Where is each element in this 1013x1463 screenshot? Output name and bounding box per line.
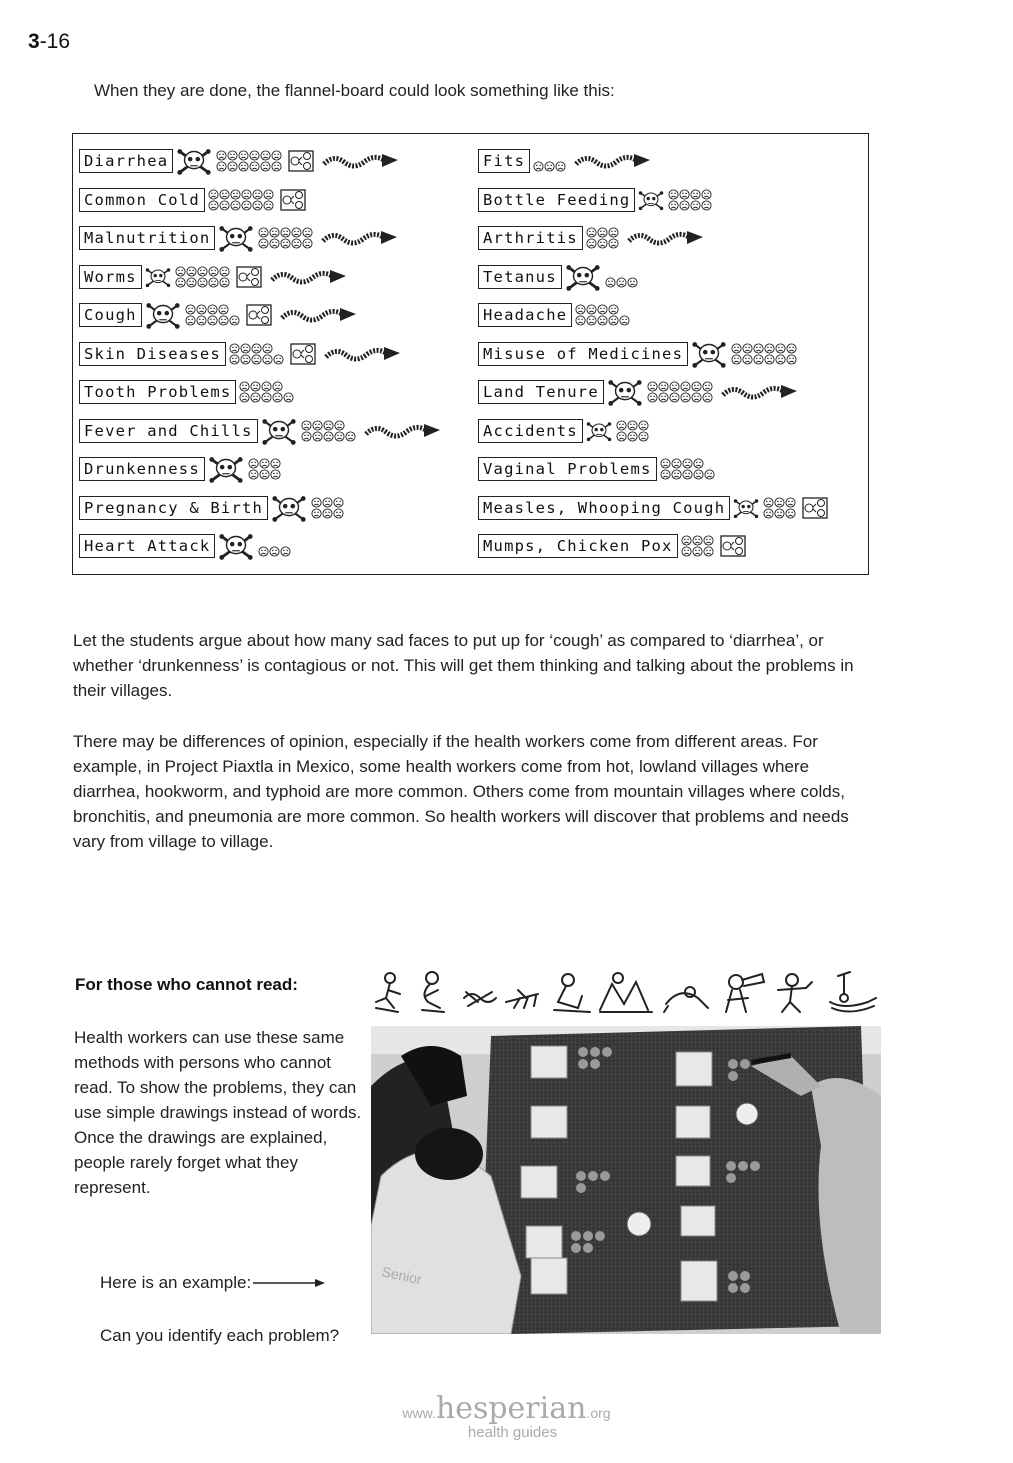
- sad-faces-group: [258, 535, 291, 557]
- hesperian-logo: www.hesperian.org: [402, 1391, 611, 1426]
- sad-face-icon: [702, 392, 713, 403]
- sad-faces-group: [185, 304, 240, 326]
- board-row: [79, 262, 348, 292]
- sad-face-icon: [273, 354, 284, 365]
- sad-face-icon: [742, 354, 753, 365]
- sad-face-icon: [575, 304, 586, 315]
- sad-face-icon: [691, 381, 702, 392]
- sad-face-icon: [616, 420, 627, 431]
- sad-faces-group: [731, 343, 797, 365]
- sad-face-icon: [763, 497, 774, 508]
- sad-face-icon: [218, 315, 229, 326]
- sad-faces-group: [248, 458, 281, 480]
- board-row: [79, 185, 306, 215]
- sad-face-icon: [263, 189, 274, 200]
- sad-faces-group: [175, 266, 230, 288]
- problem-label: Mumps, Chicken Pox: [478, 534, 678, 558]
- sad-face-icon: [270, 458, 281, 469]
- sad-face-icon: [586, 315, 597, 326]
- footer-tagline: health guides: [467, 1424, 558, 1441]
- sad-faces-group: [763, 497, 796, 519]
- problem-label: Diarrhea: [79, 149, 173, 173]
- skull-crossbones-icon: [207, 454, 245, 484]
- problem-label: Cough: [79, 303, 142, 327]
- sad-face-icon: [301, 431, 312, 442]
- sad-face-icon: [229, 343, 240, 354]
- sick-person-pictogram: [376, 973, 400, 1012]
- sad-face-icon: [239, 392, 250, 403]
- sad-face-icon: [753, 354, 764, 365]
- sad-faces-group: [647, 381, 713, 403]
- sad-face-icon: [774, 508, 785, 519]
- sad-face-icon: [608, 304, 619, 315]
- sad-faces-group: [681, 535, 714, 557]
- sad-face-icon: [586, 304, 597, 315]
- sad-face-icon: [690, 189, 701, 200]
- sad-face-icon: [533, 161, 544, 172]
- lying-person-pictogram: [664, 987, 708, 1012]
- sad-face-icon: [227, 161, 238, 172]
- sad-face-icon: [334, 420, 345, 431]
- flannel-board: [72, 133, 869, 575]
- worm-pictogram: [464, 992, 496, 1006]
- sad-face-icon: [786, 354, 797, 365]
- sad-face-icon: [693, 458, 704, 469]
- sad-face-icon: [271, 161, 282, 172]
- sad-face-icon: [280, 238, 291, 249]
- board-row: [478, 185, 712, 215]
- sad-faces-group: [301, 420, 356, 442]
- sad-face-icon: [283, 392, 294, 403]
- board-row: [79, 300, 358, 330]
- fighting-person-pictogram: [778, 974, 812, 1012]
- sad-faces-group: [208, 189, 274, 211]
- sad-face-icon: [701, 189, 712, 200]
- board-row: [478, 377, 799, 407]
- sad-face-icon: [291, 238, 302, 249]
- sad-face-icon: [216, 150, 227, 161]
- hand-medicine-pictogram: [830, 972, 876, 1012]
- sad-face-icon: [703, 546, 714, 557]
- skull-crossbones-icon: [585, 419, 613, 443]
- sad-face-icon: [229, 315, 240, 326]
- problem-label: Vaginal Problems: [478, 457, 657, 481]
- problem-label: Land Tenure: [478, 380, 604, 404]
- sad-face-icon: [240, 354, 251, 365]
- sad-face-icon: [704, 469, 715, 480]
- sad-face-icon: [280, 227, 291, 238]
- sad-face-icon: [239, 381, 250, 392]
- sad-face-icon: [262, 343, 273, 354]
- sad-face-icon: [207, 304, 218, 315]
- sad-face-icon: [616, 277, 627, 288]
- sad-face-icon: [219, 189, 230, 200]
- board-row: [478, 531, 746, 561]
- sad-face-icon: [597, 304, 608, 315]
- sad-face-icon: [608, 238, 619, 249]
- skull-crossbones-icon: [732, 496, 760, 520]
- spreading-arrow-icon: [574, 152, 652, 170]
- example-text: Here is an example:: [100, 1273, 252, 1292]
- sad-face-icon: [323, 420, 334, 431]
- board-row: [79, 339, 402, 369]
- sad-face-icon: [586, 238, 597, 249]
- sad-face-icon: [658, 392, 669, 403]
- board-row: [79, 493, 344, 523]
- sad-face-icon: [271, 150, 282, 161]
- spreading-arrow-icon: [321, 229, 399, 247]
- sad-face-icon: [270, 469, 281, 480]
- sad-face-icon: [775, 343, 786, 354]
- sad-face-icon: [251, 354, 262, 365]
- sad-face-icon: [764, 343, 775, 354]
- sad-face-icon: [680, 381, 691, 392]
- sad-face-icon: [229, 354, 240, 365]
- sad-face-icon: [186, 266, 197, 277]
- sad-face-icon: [269, 227, 280, 238]
- sad-faces-group: [616, 420, 649, 442]
- spreading-arrow-icon: [627, 229, 705, 247]
- sad-faces-group: [668, 189, 712, 211]
- sad-face-icon: [671, 458, 682, 469]
- sad-face-icon: [263, 200, 274, 211]
- problem-label: Malnutrition: [79, 226, 215, 250]
- sad-face-icon: [669, 392, 680, 403]
- sad-face-icon: [269, 238, 280, 249]
- board-row: [79, 223, 399, 253]
- paragraph-argue: Let the students argue about how many sad faces to put up for ‘cough’ as compared to ‘diarrhea’, or whether ‘drunkenness’ is contagious or not. This will get them thinking and talking about the problems in their villages.: [73, 631, 854, 700]
- sad-face-icon: [785, 497, 796, 508]
- sad-faces-group: [533, 150, 566, 172]
- sad-face-icon: [241, 200, 252, 211]
- sad-face-icon: [608, 315, 619, 326]
- sad-face-icon: [323, 431, 334, 442]
- sad-face-icon: [219, 277, 230, 288]
- sad-face-icon: [302, 238, 313, 249]
- skull-crossbones-icon: [270, 493, 308, 523]
- board-row: [478, 454, 715, 484]
- right-arrow-icon: [253, 1278, 325, 1288]
- sad-face-icon: [753, 343, 764, 354]
- skull-crossbones-icon: [564, 262, 602, 292]
- sidebar-heading: For those who cannot read:: [75, 975, 298, 994]
- board-row: [478, 300, 630, 330]
- sad-face-icon: [197, 266, 208, 277]
- contagious-icon: [288, 150, 314, 172]
- sad-face-icon: [660, 469, 671, 480]
- sad-face-icon: [197, 277, 208, 288]
- board-row: [79, 454, 281, 484]
- problem-label: Misuse of Medicines: [478, 342, 688, 366]
- sad-face-icon: [262, 354, 273, 365]
- spreading-arrow-icon: [364, 422, 442, 440]
- sad-face-icon: [250, 392, 261, 403]
- sad-face-icon: [333, 497, 344, 508]
- sad-face-icon: [311, 497, 322, 508]
- mosquito-pictogram: [506, 990, 538, 1008]
- sad-faces-group: [239, 381, 294, 403]
- sad-face-icon: [312, 431, 323, 442]
- problem-label: Skin Diseases: [79, 342, 226, 366]
- sad-face-icon: [258, 238, 269, 249]
- sad-face-icon: [668, 200, 679, 211]
- sad-face-icon: [679, 200, 690, 211]
- sad-face-icon: [647, 392, 658, 403]
- sad-face-icon: [238, 161, 249, 172]
- spreading-arrow-icon: [721, 383, 799, 401]
- skull-crossbones-icon: [175, 146, 213, 176]
- sad-face-icon: [219, 266, 230, 277]
- sad-face-icon: [175, 277, 186, 288]
- sad-face-icon: [248, 458, 259, 469]
- sad-face-icon: [259, 469, 270, 480]
- contagious-icon: [246, 304, 272, 326]
- sad-face-icon: [671, 469, 682, 480]
- sad-face-icon: [216, 161, 227, 172]
- sad-face-icon: [196, 304, 207, 315]
- sad-face-icon: [638, 431, 649, 442]
- sidebar-text: Health workers can use these same methods with persons who cannot read. To show the problems, they can use simple drawings instead of words. Once the drawings are explained, people rarely forget what they represent.: [74, 1028, 362, 1197]
- skull-crossbones-icon: [690, 339, 728, 369]
- sad-face-icon: [586, 227, 597, 238]
- sad-face-icon: [227, 150, 238, 161]
- sad-face-icon: [555, 161, 566, 172]
- sad-face-icon: [259, 458, 270, 469]
- sad-face-icon: [219, 200, 230, 211]
- sad-faces-group: [229, 343, 284, 365]
- sad-face-icon: [690, 200, 701, 211]
- sad-face-icon: [742, 343, 753, 354]
- sad-face-icon: [692, 546, 703, 557]
- sad-face-icon: [208, 200, 219, 211]
- sad-face-icon: [302, 227, 313, 238]
- contagious-icon: [280, 189, 306, 211]
- sad-face-icon: [575, 315, 586, 326]
- sad-face-icon: [208, 277, 219, 288]
- sad-face-icon: [597, 238, 608, 249]
- sad-face-icon: [692, 535, 703, 546]
- sad-face-icon: [774, 497, 785, 508]
- board-row: [478, 493, 828, 523]
- problem-label: Fits: [478, 149, 530, 173]
- reclining-person-pictogram: [600, 973, 652, 1012]
- problem-label: Worms: [79, 265, 142, 289]
- sad-face-icon: [691, 392, 702, 403]
- skull-crossbones-icon: [144, 265, 172, 289]
- sad-face-icon: [261, 392, 272, 403]
- intro-sentence: When they are done, the flannel-board could look something like this:: [94, 81, 615, 100]
- sad-face-icon: [658, 381, 669, 392]
- contagious-icon: [236, 266, 262, 288]
- sad-face-icon: [785, 508, 796, 519]
- board-row: [79, 146, 400, 176]
- sad-face-icon: [251, 343, 262, 354]
- coughing-person-pictogram: [422, 972, 444, 1012]
- sad-face-icon: [605, 277, 616, 288]
- skull-crossbones-icon: [606, 377, 644, 407]
- sad-face-icon: [322, 508, 333, 519]
- sad-face-icon: [241, 189, 252, 200]
- contagious-icon: [802, 497, 828, 519]
- sad-face-icon: [680, 392, 691, 403]
- sad-face-icon: [619, 315, 630, 326]
- sad-face-icon: [240, 343, 251, 354]
- sad-faces-group: [605, 266, 638, 288]
- spreading-arrow-icon: [280, 306, 358, 324]
- board-row: [79, 531, 291, 561]
- skull-crossbones-icon: [144, 300, 182, 330]
- sad-face-icon: [238, 150, 249, 161]
- sad-face-icon: [660, 458, 671, 469]
- sad-face-icon: [249, 150, 260, 161]
- sad-faces-group: [311, 497, 344, 519]
- sad-faces-group: [575, 304, 630, 326]
- problem-label: Bottle Feeding: [478, 188, 635, 212]
- board-row: [478, 146, 652, 176]
- sad-face-icon: [250, 381, 261, 392]
- sad-face-icon: [597, 227, 608, 238]
- sad-face-icon: [638, 420, 649, 431]
- sad-face-icon: [258, 546, 269, 557]
- identify-question: Can you identify each problem?: [100, 1326, 340, 1345]
- paragraph-differences: There may be differences of opinion, especially if the health workers come from different areas. For example, in Project Piaxtla in Mexico, some health workers come from hot, lowland villages where diarrhea, hookworm, and typhoid are more common. Others come from mountain villages where colds, bronchitis, and pneumonia are more common. So health workers will discover that problems and needs vary from village to village.: [73, 732, 849, 851]
- sad-face-icon: [679, 189, 690, 200]
- sad-face-icon: [616, 431, 627, 442]
- spreading-arrow-icon: [322, 152, 400, 170]
- sad-faces-group: [660, 458, 715, 480]
- sad-face-icon: [272, 381, 283, 392]
- problem-label: Arthritis: [478, 226, 583, 250]
- problem-label: Tetanus: [478, 265, 562, 289]
- sad-face-icon: [702, 381, 713, 392]
- sad-face-icon: [731, 343, 742, 354]
- sad-face-icon: [627, 431, 638, 442]
- board-row: [478, 223, 705, 253]
- skull-crossbones-icon: [260, 416, 298, 446]
- board-row: [478, 416, 649, 446]
- skull-crossbones-icon: [217, 531, 255, 561]
- sad-face-icon: [544, 161, 555, 172]
- sad-faces-group: [216, 150, 282, 172]
- sad-face-icon: [175, 266, 186, 277]
- sad-face-icon: [291, 227, 302, 238]
- problem-label: Measles, Whooping Cough: [478, 496, 730, 520]
- contagious-icon: [720, 535, 746, 557]
- sad-face-icon: [196, 315, 207, 326]
- skull-crossbones-icon: [217, 223, 255, 253]
- sad-face-icon: [627, 277, 638, 288]
- problem-label: Headache: [478, 303, 572, 327]
- drinking-person-pictogram: [726, 974, 764, 1012]
- sad-face-icon: [208, 189, 219, 200]
- sad-face-icon: [272, 392, 283, 403]
- sad-face-icon: [608, 227, 619, 238]
- sad-face-icon: [260, 150, 271, 161]
- page-number: 3-16: [28, 30, 71, 53]
- sad-face-icon: [230, 200, 241, 211]
- spreading-arrow-icon: [270, 268, 348, 286]
- sad-face-icon: [701, 200, 712, 211]
- sad-face-icon: [207, 315, 218, 326]
- sad-face-icon: [345, 431, 356, 442]
- board-row: [79, 416, 442, 446]
- sad-face-icon: [681, 546, 692, 557]
- sad-face-icon: [669, 381, 680, 392]
- sad-faces-group: [586, 227, 619, 249]
- board-row: [478, 262, 638, 292]
- sad-face-icon: [775, 354, 786, 365]
- board-row: [478, 339, 797, 369]
- sad-face-icon: [597, 315, 608, 326]
- sad-face-icon: [252, 200, 263, 211]
- sad-face-icon: [185, 315, 196, 326]
- sad-face-icon: [786, 343, 797, 354]
- sad-face-icon: [258, 227, 269, 238]
- problem-label: Tooth Problems: [79, 380, 236, 404]
- sad-face-icon: [218, 304, 229, 315]
- sad-face-icon: [249, 161, 260, 172]
- sad-face-icon: [764, 354, 775, 365]
- sad-face-icon: [681, 535, 692, 546]
- sad-face-icon: [627, 420, 638, 431]
- problem-label: Fever and Chills: [79, 419, 258, 443]
- sad-face-icon: [763, 508, 774, 519]
- shirt-text: Senior: [380, 1263, 424, 1288]
- sad-face-icon: [186, 277, 197, 288]
- problem-label: Common Cold: [79, 188, 205, 212]
- sad-face-icon: [693, 469, 704, 480]
- sad-face-icon: [682, 469, 693, 480]
- classroom-photo: [371, 1026, 881, 1334]
- sad-face-icon: [301, 420, 312, 431]
- crouching-person-pictogram: [554, 974, 590, 1012]
- sad-face-icon: [248, 469, 259, 480]
- sad-face-icon: [333, 508, 344, 519]
- problem-label: Accidents: [478, 419, 583, 443]
- sad-face-icon: [185, 304, 196, 315]
- spreading-arrow-icon: [324, 345, 402, 363]
- example-line: [100, 1273, 325, 1293]
- sad-faces-group: [258, 227, 313, 249]
- contagious-icon: [290, 343, 316, 365]
- sad-face-icon: [208, 266, 219, 277]
- problem-pictograms: [368, 968, 884, 1018]
- skull-crossbones-icon: [637, 188, 665, 212]
- sad-face-icon: [269, 546, 280, 557]
- sad-face-icon: [334, 431, 345, 442]
- sad-face-icon: [703, 535, 714, 546]
- problem-label: Drunkenness: [79, 457, 205, 481]
- problem-label: Heart Attack: [79, 534, 215, 558]
- board-row: [79, 377, 294, 407]
- sad-face-icon: [280, 546, 291, 557]
- sad-face-icon: [312, 420, 323, 431]
- problem-label: Pregnancy & Birth: [79, 496, 268, 520]
- sad-face-icon: [322, 497, 333, 508]
- sad-face-icon: [260, 161, 271, 172]
- sad-face-icon: [252, 189, 263, 200]
- sad-face-icon: [311, 508, 322, 519]
- footer: [0, 1391, 1013, 1441]
- sad-face-icon: [261, 381, 272, 392]
- sad-face-icon: [682, 458, 693, 469]
- sad-face-icon: [731, 354, 742, 365]
- sad-face-icon: [668, 189, 679, 200]
- sad-face-icon: [230, 189, 241, 200]
- sad-face-icon: [647, 381, 658, 392]
